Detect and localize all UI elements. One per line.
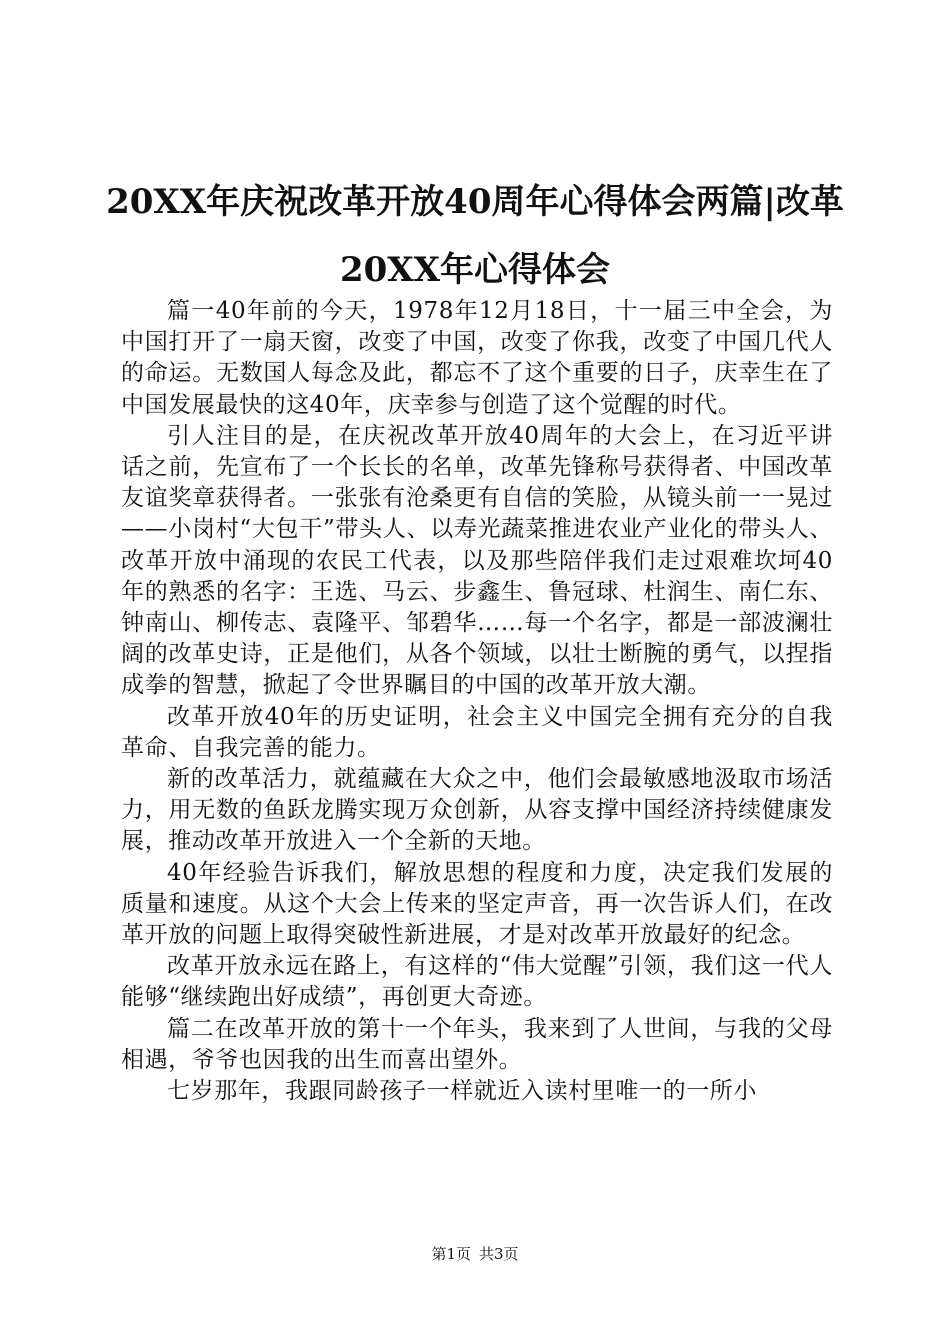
page-total: 共3页	[479, 1245, 519, 1263]
paragraph: 改革开放永远在路上，有这样的“伟大觉醒”引领，我们这一代人能够“继续跑出好成绩”，再创更大奇迹。	[121, 953, 833, 1011]
paragraph: 引人注目的是，在庆祝改革开放40周年的大会上，在习近平讲话之前，先宣布了一个长长的名单，改革先锋称号获得者、中国改革友谊奖章获得者。一张张有沧桑更有自信的笑脸，从镜头前一一晃过——小岗村“大包干”带头人、以寿光蔬菜推进农业产业化的带头人、改革开放中涌现的农民工代表，以及那些陪伴我们走过艰难坎坷40年的熟悉的名字：王选、马云、步鑫生、鲁冠球、杜润生、南仁东、钟南山、柳传志、袁隆平、邹碧华……每一个名字，都是一部波澜壮阔的改革史诗，正是他们，从各个领域，以壮士断腕的勇气，以捏指成拳的智慧，掀起了令世界瞩目的中国的改革开放大潮。	[121, 422, 833, 699]
paragraph: 七岁那年，我跟同龄孩子一样就近入读村里唯一的一所小	[167, 1078, 757, 1105]
document-body	[121, 296, 833, 1107]
paragraph: 改革开放40年的历史证明，社会主义中国完全拥有充分的自我革命、自我完善的能力。	[121, 703, 833, 761]
paragraph: 篇二在改革开放的第十一个年头，我来到了人世间，与我的父母相遇，爷爷也因我的出生而喜出望外。	[121, 1015, 833, 1073]
page-footer	[0, 1244, 950, 1264]
paragraph: 篇一40年前的今天，1978年12月18日，十一届三中全会，为中国打开了一扇天窗，改变了中国，改变了你我，改变了中国几代人的命运。无数国人每念及此，都忘不了这个重要的日子，庆幸生在了中国发展最快的这40年，庆幸参与创造了这个觉醒的时代。	[121, 298, 833, 418]
document-title: 20XX年庆祝改革开放40周年心得体会两篇|改革20XX年心得体会	[106, 182, 844, 290]
paragraph: 40年经验告诉我们，解放思想的程度和力度，决定我们发展的质量和速度。从这个大会上传来的坚定声音，再一次告诉人们，在改革开放的问题上取得突破性新进展，才是对改革开放最好的纪念。	[121, 859, 833, 949]
paragraph: 新的改革活力，就蕴藏在大众之中，他们会最敏感地汲取市场活力，用无数的鱼跃龙腾实现万众创新，从容支撑中国经济持续健康发展，推动改革开放进入一个全新的天地。	[121, 766, 833, 855]
page-number: 第1页	[431, 1245, 471, 1263]
